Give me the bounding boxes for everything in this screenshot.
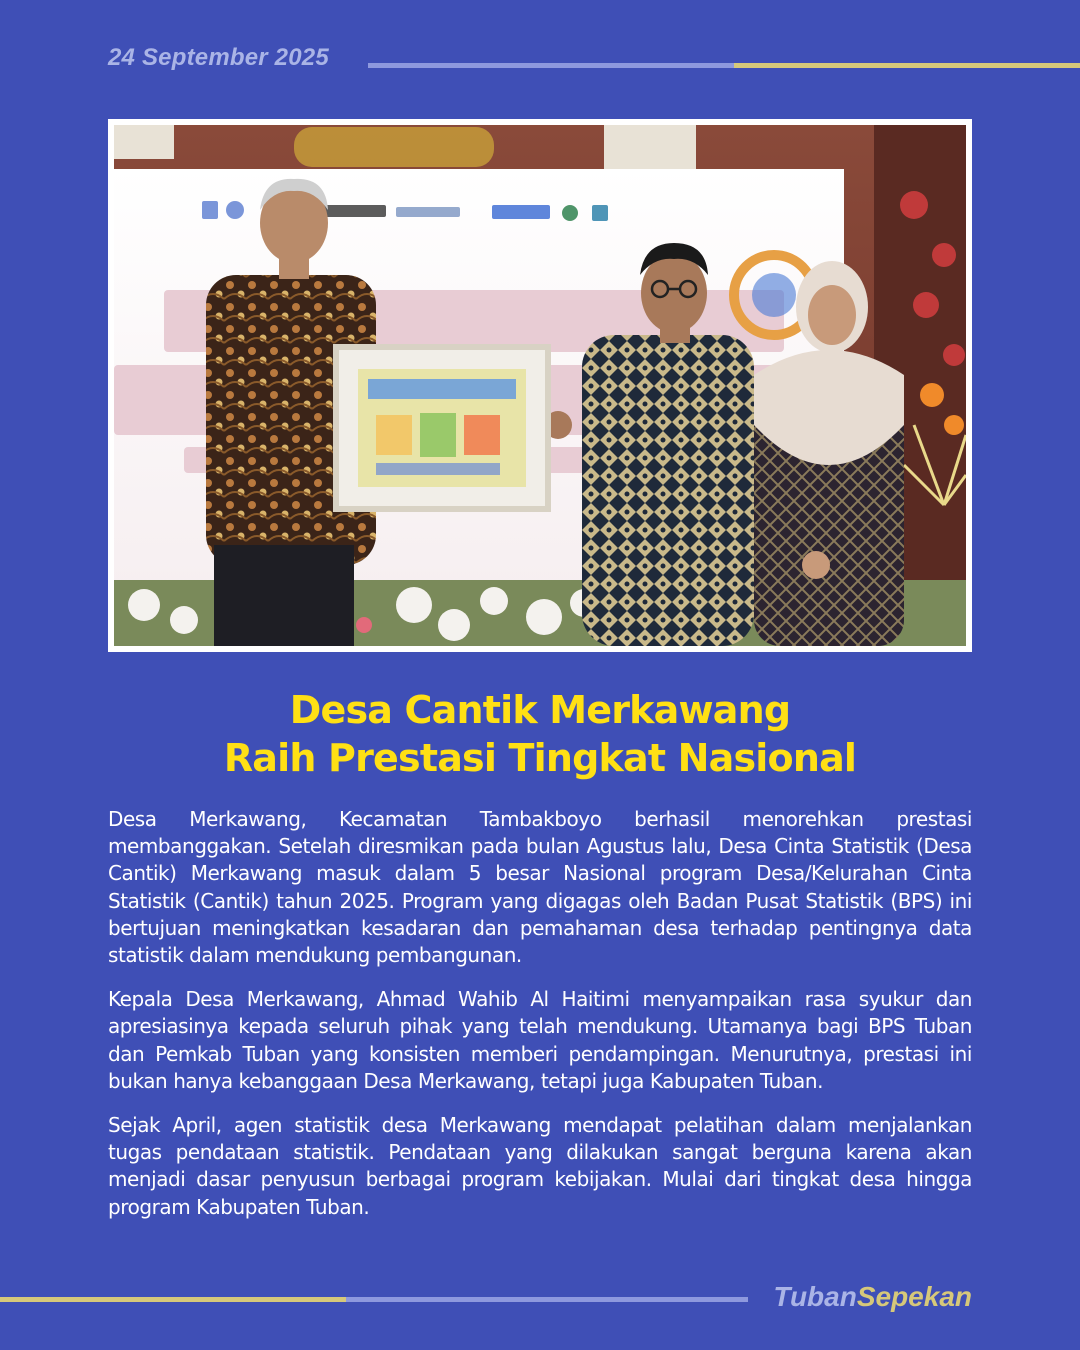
post-date: 24 September 2025 <box>108 44 329 71</box>
article-paragraph-1: Desa Merkawang, Kecamatan Tambakboyo berhasil menorehkan prestasi membanggakan. Setelah diresmikan pada bulan Agustus lalu, Desa Cinta Statistik (Desa Cantik) Merkawang masuk dalam 5 besar Nasional program Desa/Kelurahan Cinta Statistik (Cantik) tahun 2025. Program yang digagas oleh Badan Pusat Statistik (BPS) ini bertujuan meningkatkan kesadaran dan pemahaman desa terhadap pentingnya data statistik dalam mendukung pembangunan. <box>108 807 972 968</box>
article-title <box>108 686 972 782</box>
article-paragraph-2: Kepala Desa Merkawang, Ahmad Wahib Al Haitimi menyampaikan rasa syukur dan apresiasinya kepada seluruh pihak yang telah mendukung. Utamanya bagi BPS Tuban dan Pemkab Tuban yang konsisten memberi pendampingan. Menurutnya, prestasi ini bukan hanya kebanggaan Desa Merkawang, tetapi juga Kabupaten Tuban. <box>108 987 972 1093</box>
header-divider-lavender <box>368 63 734 68</box>
award-ceremony-photo <box>114 125 966 646</box>
article-title-line1: Desa Cantik Merkawang <box>289 688 791 732</box>
article-title-line2: Raih Prestasi Tingkat Nasional <box>223 736 857 780</box>
photo-frame <box>108 119 972 652</box>
header-divider-gold <box>734 63 1080 68</box>
footer-divider-gold <box>0 1297 346 1302</box>
article-body <box>108 806 972 1238</box>
footer-divider-lavender <box>346 1297 748 1302</box>
brand-logo-text <box>773 1281 972 1313</box>
brand-part2: Sepekan <box>856 1281 972 1312</box>
brand-part1: Tuban <box>773 1281 857 1312</box>
article-paragraph-3: Sejak April, agen statistik desa Merkawang mendapat pelatihan dalam menjalankan tugas pendataan statistik. Pendataan yang dilakukan sangat berguna karena akan menjadi dasar penyusun berbagai program kebijakan. Mulai dari tingkat desa hingga program Kabupaten Tuban. <box>108 1113 972 1219</box>
